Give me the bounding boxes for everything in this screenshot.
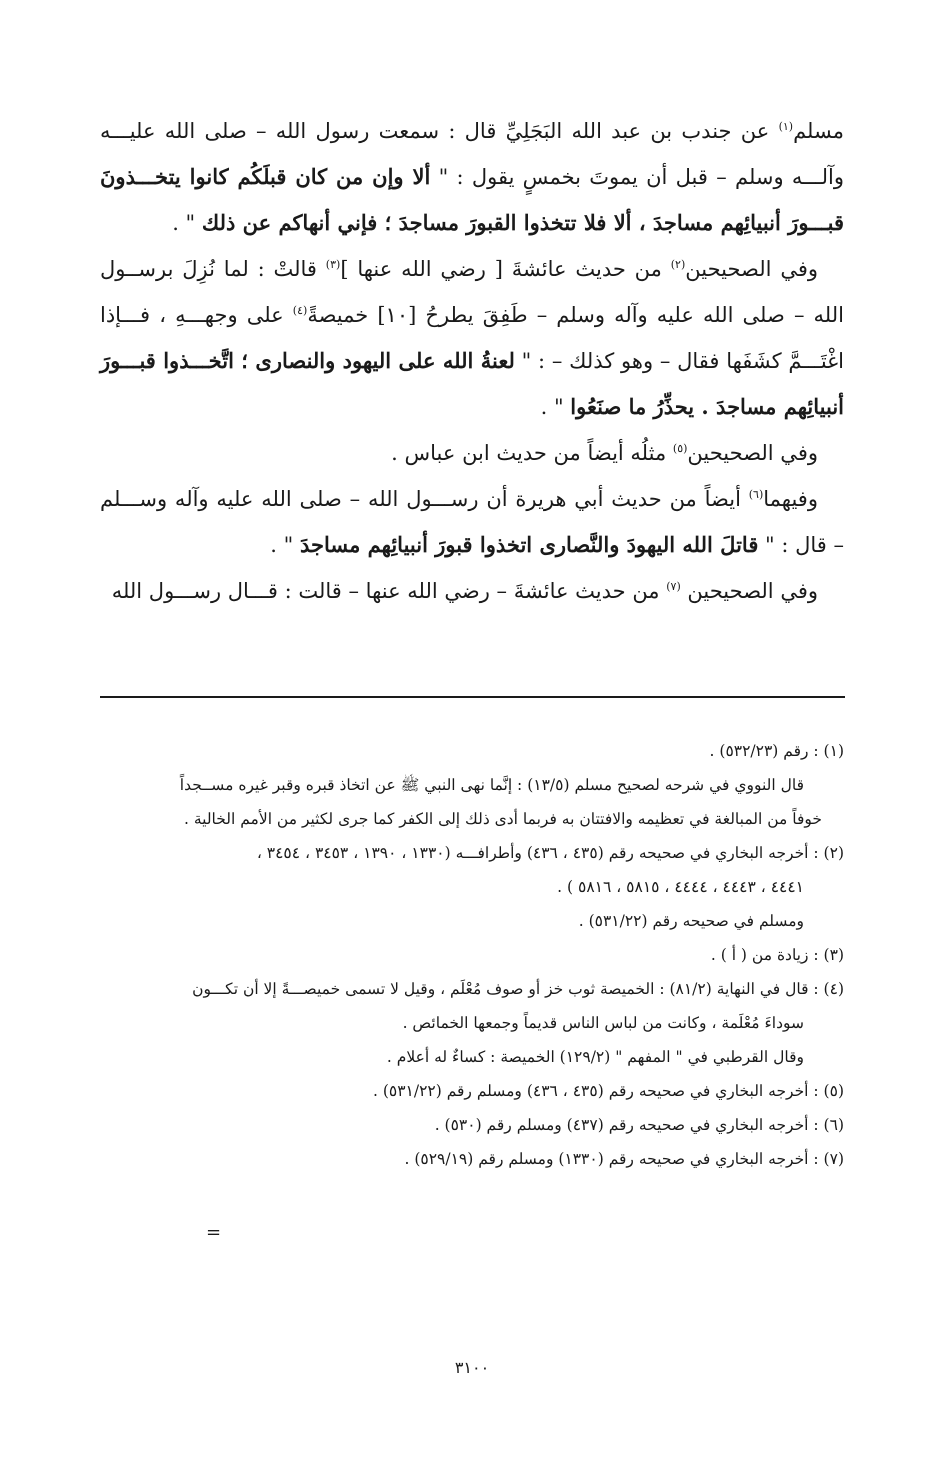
- footnote-4-continued: سوداءَ مُعْلَمة ، وكانت من لباس الناس قديماً وجمعها الخمائص .: [402, 1014, 804, 1032]
- text-run: " .: [270, 533, 300, 557]
- footnote-4: (٤) : قال في النهاية (٨١/٢) : الخميصة ثوب خز أو صوف مُعْلَم ، وقيل لا تسمى خميصـــةً إلا أن تكـــون: [192, 980, 844, 998]
- footnote-6: (٦) : أخرجه البخاري في صحيحه رقم (٤٣٧) ومسلم رقم (٥٣٠) .: [434, 1116, 844, 1134]
- hadith-quote-3: قاتلَ الله اليهودَ والنَّصارى اتخذوا قبورَ أنبيائِهم مساجدَ: [299, 532, 759, 557]
- footnote-1-detail-b: خوفاً من المبالغة في تعظيمه والافتتان به فربما أدى ذلك إلى الكفر كما جرى لكثير من الأمم الخالية .: [183, 810, 822, 828]
- footnote-ref-5: (٥): [672, 442, 688, 455]
- footnote-1-detail-a: قال النووي في شرحه لصحيح مسلم (١٣/٥) : إنَّما نهى النبي ﷺ عن اتخاذ قبره وقبر غيره مســجداً: [179, 776, 804, 794]
- text-run: " .: [172, 211, 202, 235]
- footnote-5: (٥) : أخرجه البخاري في صحيحه رقم (٤٣٥ ، ٤٣٦) ومسلم رقم (٥٣١/٢٢) .: [372, 1082, 844, 1100]
- footnote-4-qurtubi: وقال القرطبي في " المفهم " (١٢٩/٢) الخميصة : كساءٌ له أعلام .: [386, 1048, 804, 1066]
- paragraph-3: [100, 430, 844, 476]
- footnote-3: (٣) : زيادة من ( أ ) .: [710, 946, 844, 964]
- footnote-2-continued: ٤٤٤١ ، ٤٤٤٣ ، ٤٤٤٤ ، ٥٨١٥ ، ٥٨١٦ ) .: [557, 878, 804, 896]
- footnote-2: (٢) : أخرجه البخاري في صحيحه رقم (٤٣٥ ، ٤٣٦) وأطرافـــه (١٣٣٠ ، ١٣٩٠ ، ٣٤٥٣ ، ٣٤٥٤ ،: [256, 844, 844, 862]
- text-run: مثلُه أيضاً من حديث ابن عباس .: [391, 441, 673, 465]
- footnote-7: (٧) : أخرجه البخاري في صحيحه رقم (١٣٣٠) ومسلم رقم (٥٢٩/١٩) .: [404, 1150, 844, 1168]
- text-run: من حديث عائشةَ [ رضي الله عنها ]: [340, 257, 671, 281]
- text-run: قالتْ : لما نُزِلَ برســول الله – صلى الله عليه وآله وسلم – طَفِقَ يطرحُ [١٠] خميصةً: [100, 257, 844, 327]
- footnote-ref-6: (٦): [748, 488, 764, 501]
- text-run: مسلم: [793, 119, 844, 143]
- paragraph-1: [100, 108, 844, 246]
- text-run: من حديث عائشةَ – رضي الله عنها – قالت : قـــال رســـول الله: [111, 579, 667, 603]
- footnote-separator: [100, 696, 845, 698]
- footnote-ref-7: (٧): [666, 580, 681, 593]
- text-run: وفي الصحيحين: [687, 441, 818, 465]
- text-run: وفي الصحيحين: [680, 579, 818, 603]
- text-run: وفي الصحيحين: [685, 257, 819, 281]
- paragraph-5: [100, 568, 844, 614]
- page-number: ٣١٠٠: [454, 1358, 490, 1377]
- footnotes: [96, 734, 844, 1176]
- hadith-quote-2: لعنةُ الله على اليهود والنصارى ؛ اتَّخـــذوا قبـــورَ أنبيائِهم مساجدَ . يحذِّرُ ما صنَعُوا: [100, 348, 844, 419]
- hadith-quote-1: ألا وإن من كان قبلَكُم كانوا يتخـــذونَ قبـــورَ أنبيائِهم مساجدَ ، ألا فلا تتخذوا القبورَ مساجدَ ؛ فإني أنهاكم عن ذلك: [100, 164, 844, 235]
- text-run: " .: [540, 395, 571, 419]
- text-run: أيضاً من حديث أبي هريرة أن رســـول الله – صلى الله عليه وآله وســـلم – قال : ": [100, 487, 844, 557]
- paragraph-4: [100, 476, 844, 568]
- footnote-2-muslim: ومسلم في صحيحه رقم (٥٣١/٢٢) .: [578, 912, 804, 930]
- footnote-1: (١) : رقم (٥٣٢/٢٣) .: [709, 742, 844, 760]
- main-text: [100, 108, 844, 614]
- text-run: وفيهما: [763, 487, 818, 511]
- text-run: عن جندب بن عبد الله البَجَلِيِّ قال : سمعت رسول الله – صلى الله عليـــه وآلـــه وسلم – قبل أن يموتَ بخمسٍ يقول : ": [100, 119, 844, 189]
- footnote-ref-3: (٣): [325, 258, 341, 271]
- paragraph-2: [100, 246, 844, 430]
- continuation-mark: =: [206, 1222, 222, 1243]
- text-run: على وجهـــهِ ، فـــإذا اغْتَـــمَّ كشَفَها فقال – وهو كذلك – : ": [100, 303, 844, 373]
- footnote-ref-1: (١): [778, 120, 794, 133]
- footnote-ref-4: (٤): [292, 304, 308, 317]
- footnote-ref-2: (٢): [670, 258, 686, 271]
